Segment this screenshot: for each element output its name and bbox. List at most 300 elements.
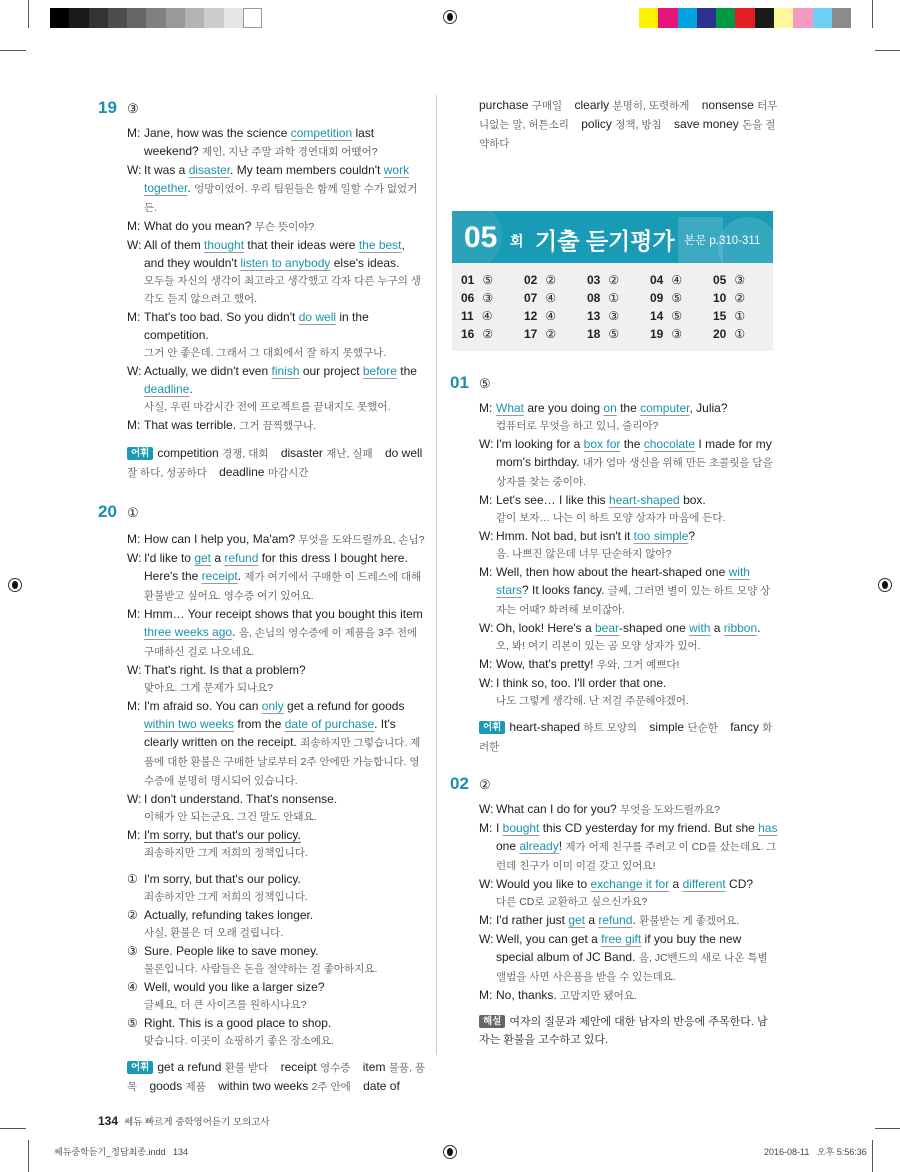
text-segment: I'm sorry, but that's our policy. bbox=[144, 872, 301, 886]
registration-mark-icon bbox=[8, 578, 22, 592]
color-swatch bbox=[89, 8, 108, 28]
speaker-label: M: bbox=[127, 532, 141, 546]
speaker-label: W: bbox=[479, 802, 494, 816]
slug-filename: 쎄듀중학듣기_정답최종.indd 134 bbox=[54, 1147, 188, 1157]
crop-mark bbox=[0, 1128, 26, 1129]
line-text bbox=[496, 527, 778, 563]
text-segment: the bbox=[620, 437, 644, 451]
korean-translation: 같이 보자… 나는 이 하트 모양 상자가 마음에 든다. bbox=[496, 512, 726, 524]
underlined-phrase: heart-shaped bbox=[609, 493, 680, 507]
question-01-header bbox=[450, 373, 778, 393]
answer-choice: ② bbox=[545, 327, 557, 341]
page-reference: 본문 p.310-311 bbox=[684, 235, 761, 247]
text-segment: . bbox=[232, 625, 236, 639]
korean-translation: 고맙지만 됐어요. bbox=[560, 990, 637, 1002]
answer-number: 10 bbox=[713, 291, 727, 305]
speaker-label: W: bbox=[127, 792, 142, 806]
answer-choice: ④ bbox=[481, 309, 493, 323]
vocabulary-meaning: 제품 bbox=[185, 1081, 206, 1093]
korean-translation: 글쎄, 그러면 별이 있는 하트 모양 상자는 어때? 화려해 보이잖아. bbox=[496, 585, 771, 616]
color-swatch bbox=[204, 8, 223, 28]
speaker-label: ⑤ bbox=[127, 1016, 138, 1030]
answer-choice: ③ bbox=[671, 327, 683, 341]
answer-choice: ② bbox=[608, 273, 620, 287]
answer-choice: ⑤ bbox=[482, 273, 494, 287]
text-segment: That was terrible. bbox=[144, 418, 237, 432]
answer-number: 15 bbox=[713, 309, 727, 323]
registration-mark-icon bbox=[443, 1145, 457, 1159]
text-segment: if you buy the new special album of JC Band. bbox=[496, 932, 742, 964]
korean-translation: 무엇을 도와드릴까요? bbox=[620, 804, 721, 816]
answer-choice: ② bbox=[734, 291, 746, 305]
korean-translation: 음, 손님의 영수증에 이 제품을 3주 전에 구매하신 걸로 나오네요. bbox=[144, 627, 418, 658]
color-swatch bbox=[678, 8, 697, 28]
speaker-label: W: bbox=[479, 877, 494, 891]
line-text bbox=[144, 870, 428, 906]
color-swatch bbox=[813, 8, 832, 28]
line-text bbox=[144, 826, 428, 862]
underlined-phrase: refund bbox=[224, 551, 259, 565]
text-segment: for this dress I bought here. Here's the bbox=[144, 551, 408, 583]
korean-translation: 내가 엄마 생신을 위해 만든 초콜릿을 담을 상자를 찾는 중이야. bbox=[496, 457, 773, 488]
color-swatch bbox=[639, 8, 658, 28]
text-segment: I don't understand. That's nonsense. bbox=[144, 792, 338, 806]
question-number: 19 bbox=[98, 98, 117, 117]
line-text bbox=[144, 978, 428, 1014]
answer-cell bbox=[650, 273, 682, 287]
question-20-options bbox=[127, 870, 428, 1050]
color-swatch bbox=[127, 8, 146, 28]
vocabulary-item bbox=[649, 720, 717, 734]
text-segment: That's too bad. So you didn't bbox=[144, 310, 299, 324]
underlined-phrase: computer bbox=[640, 401, 690, 415]
crop-mark bbox=[872, 1140, 873, 1172]
underlined-phrase: bought bbox=[502, 821, 540, 835]
answer-number: 03 bbox=[587, 273, 601, 287]
line-text bbox=[144, 416, 428, 435]
answer-cell bbox=[461, 273, 493, 287]
answer-cell bbox=[587, 273, 619, 287]
korean-translation: 이해가 안 되는군요. 그건 말도 안돼요. bbox=[144, 811, 317, 823]
text-segment: . bbox=[632, 913, 636, 927]
line-text bbox=[496, 674, 778, 710]
vocabulary-item bbox=[509, 720, 637, 734]
color-swatch bbox=[108, 8, 127, 28]
korean-translation: 그거 끔찍했구나. bbox=[239, 420, 317, 432]
line-text bbox=[144, 549, 428, 605]
korean-translation: 오, 봐! 여기 리본이 있는 곰 모양 상자가 있어. bbox=[496, 640, 701, 652]
korean-translation: 사실, 환불은 더 오래 걸립니다. bbox=[144, 927, 284, 939]
vocabulary-badge: 어휘 bbox=[127, 447, 153, 460]
answer-choice: ① bbox=[734, 309, 746, 323]
vocabulary-item bbox=[581, 117, 661, 131]
crop-mark bbox=[875, 50, 900, 51]
page-number: 134 bbox=[98, 1114, 119, 1128]
vocabulary-meaning: 단순한 bbox=[687, 722, 718, 734]
text-segment: No, thanks. bbox=[496, 988, 557, 1002]
question-answer: ⑤ bbox=[479, 376, 491, 391]
line-text bbox=[144, 697, 428, 790]
vocabulary-word: receipt bbox=[280, 1060, 317, 1074]
korean-translation: 사실, 우린 마감시간 전에 프로젝트를 끝내지도 못했어. bbox=[144, 401, 391, 413]
crop-mark bbox=[28, 0, 29, 28]
text-segment: I'm afraid so. You can bbox=[144, 699, 262, 713]
text-segment: a bbox=[211, 551, 225, 565]
answer-number: 16 bbox=[461, 327, 475, 341]
color-swatch bbox=[716, 8, 735, 28]
underlined-phrase: before bbox=[362, 364, 397, 378]
text-segment: . My team members couldn't bbox=[230, 163, 384, 177]
speaker-label: ② bbox=[127, 908, 138, 922]
vocabulary-meaning: 물품, 품목 bbox=[127, 1062, 426, 1093]
text-segment: Actually, we didn't even bbox=[144, 364, 272, 378]
line-text bbox=[144, 790, 428, 826]
text-segment: Sure. People like to save money. bbox=[144, 944, 319, 958]
answer-choice: ③ bbox=[608, 309, 620, 323]
text-segment: , Julia? bbox=[689, 401, 728, 415]
underlined-phrase: with stars bbox=[496, 565, 750, 597]
dialogue-line bbox=[127, 906, 428, 942]
dialogue-line bbox=[127, 790, 428, 826]
question-answer: ② bbox=[479, 777, 491, 792]
korean-translation: 죄송하지만 그게 저희의 정책입니다. bbox=[144, 847, 308, 859]
question-01-dialogue bbox=[479, 399, 778, 710]
answer-choice: ④ bbox=[671, 273, 683, 287]
underlined-phrase: listen to anybody bbox=[240, 256, 331, 270]
line-text bbox=[144, 217, 428, 236]
dialogue-line bbox=[127, 697, 428, 790]
underlined-phrase: three weeks ago bbox=[144, 625, 233, 639]
answer-number: 01 bbox=[461, 273, 475, 287]
dialogue-line bbox=[127, 942, 428, 978]
dialogue-line bbox=[127, 661, 428, 697]
speaker-label: M: bbox=[127, 418, 141, 432]
question-number: 02 bbox=[450, 774, 469, 793]
vocabulary-word: simple bbox=[649, 720, 685, 734]
underlined-phrase: deadline bbox=[144, 382, 190, 396]
color-swatch bbox=[224, 8, 243, 28]
korean-translation: 우와, 그거 예쁘다! bbox=[596, 659, 680, 671]
underlined-phrase: competition bbox=[290, 126, 353, 140]
speaker-label: ④ bbox=[127, 980, 138, 994]
answer-cell bbox=[524, 309, 556, 323]
answer-cell bbox=[587, 291, 619, 305]
speaker-label: W: bbox=[127, 238, 142, 252]
answer-number: 11 bbox=[461, 309, 474, 323]
vocabulary-item bbox=[479, 98, 562, 112]
speaker-label: M: bbox=[479, 401, 493, 415]
left-column bbox=[98, 98, 428, 1128]
speaker-label: W: bbox=[479, 529, 494, 543]
line-text bbox=[496, 911, 778, 930]
dialogue-line bbox=[479, 986, 778, 1005]
speaker-label: W: bbox=[479, 621, 494, 635]
vocabulary-word: within two weeks bbox=[218, 1079, 309, 1093]
underlined-phrase: chocolate bbox=[643, 437, 696, 451]
answer-cell bbox=[650, 291, 682, 305]
line-text bbox=[496, 619, 778, 655]
korean-translation: 음. 나쁘진 않은데 너무 단순하지 않아? bbox=[496, 548, 672, 560]
color-swatch bbox=[146, 8, 165, 28]
dialogue-line bbox=[479, 930, 778, 986]
banner-title: 기출 듣기평가 bbox=[535, 228, 675, 254]
vocabulary-word: fancy bbox=[730, 720, 759, 734]
vocabulary-badge: 어휘 bbox=[127, 1061, 153, 1074]
text-segment: Hmm… Your receipt shows that you bought this item bbox=[144, 607, 423, 621]
line-text bbox=[144, 1014, 428, 1050]
speaker-label: M: bbox=[127, 607, 141, 621]
dialogue-line bbox=[127, 217, 428, 236]
vocabulary-meaning: 구매일 bbox=[531, 100, 563, 112]
vocabulary-item bbox=[157, 1060, 268, 1074]
line-text bbox=[496, 930, 778, 986]
vocabulary-item bbox=[150, 1079, 206, 1093]
line-text bbox=[144, 308, 428, 362]
dialogue-line bbox=[479, 655, 778, 674]
line-text bbox=[144, 661, 428, 697]
text-segment: ! bbox=[558, 839, 563, 853]
text-segment: a bbox=[710, 621, 724, 635]
dialogue-line bbox=[479, 435, 778, 491]
question-20-vocabulary-continued bbox=[479, 96, 778, 153]
vocabulary-meaning: 돈을 절약하다 bbox=[479, 119, 776, 150]
dialogue-line bbox=[127, 978, 428, 1014]
answer-cell bbox=[713, 327, 745, 341]
text-segment: our project bbox=[299, 364, 363, 378]
line-text bbox=[144, 942, 428, 978]
dialogue-line bbox=[127, 124, 428, 161]
color-swatch bbox=[50, 8, 69, 28]
text-segment: Right. This is a good place to shop. bbox=[144, 1016, 332, 1030]
line-text bbox=[144, 362, 428, 416]
answer-choice: ④ bbox=[545, 309, 557, 323]
underlined-phrase: on bbox=[603, 401, 617, 415]
speaker-label: M: bbox=[127, 219, 141, 233]
text-segment: . bbox=[237, 569, 242, 583]
text-segment: this CD yesterday for my friend. But she bbox=[539, 821, 759, 835]
answer-number: 19 bbox=[650, 327, 664, 341]
vocabulary-word: get a refund bbox=[157, 1060, 222, 1074]
underlined-phrase: work together bbox=[144, 163, 410, 195]
answer-number: 04 bbox=[650, 273, 664, 287]
text-segment: What do you mean? bbox=[144, 219, 252, 233]
speaker-label: W: bbox=[479, 437, 494, 451]
speaker-label: W: bbox=[127, 163, 142, 177]
vocabulary-meaning: 경쟁, 대회 bbox=[222, 448, 269, 460]
answer-choice: ① bbox=[608, 291, 620, 305]
vocabulary-meaning: 터무니없는 말, 허튼소리 bbox=[479, 100, 778, 131]
text-segment: get a refund for goods bbox=[283, 699, 405, 713]
dialogue-line bbox=[479, 911, 778, 930]
korean-translation: 무슨 뜻이야? bbox=[254, 221, 315, 233]
dialogue-line bbox=[127, 870, 428, 906]
text-segment: All of them bbox=[144, 238, 205, 252]
dialogue-line bbox=[127, 416, 428, 435]
korean-translation: 물론입니다. 사람들은 돈을 절약하는 걸 좋아하지요. bbox=[144, 963, 378, 975]
vocabulary-meaning: 하트 모양의 bbox=[583, 722, 638, 734]
vocabulary-word: competition bbox=[157, 446, 219, 460]
underlined-phrase: within two weeks bbox=[144, 717, 235, 731]
dialogue-line bbox=[479, 875, 778, 911]
color-swatch bbox=[793, 8, 812, 28]
text-segment: Wow, that's pretty! bbox=[496, 657, 594, 671]
underlined-phrase: get bbox=[568, 913, 586, 927]
underlined-phrase: has bbox=[758, 821, 778, 835]
dialogue-line bbox=[127, 605, 428, 661]
vocabulary-word: goods bbox=[149, 1079, 183, 1093]
answer-key-banner bbox=[452, 211, 773, 263]
text-segment: I'd like to bbox=[144, 551, 195, 565]
text-segment: . It's clearly written on the receipt. bbox=[144, 717, 396, 749]
vocabulary-word: heart-shaped bbox=[509, 720, 581, 734]
answer-number: 18 bbox=[587, 327, 601, 341]
line-text bbox=[144, 124, 428, 161]
answer-number: 17 bbox=[524, 327, 538, 341]
speaker-label: M: bbox=[127, 126, 141, 140]
color-swatch bbox=[166, 8, 185, 28]
vocabulary-item bbox=[281, 446, 373, 460]
answer-number: 12 bbox=[524, 309, 538, 323]
underlined-phrase: disaster bbox=[188, 163, 231, 177]
text-segment: I'd rather just bbox=[496, 913, 569, 927]
answer-number: 09 bbox=[650, 291, 664, 305]
korean-translation: 모두들 자신의 생각이 최고라고 생각했고 각자 다른 누구의 생각도 듣지 않으려고 했어. bbox=[144, 275, 421, 305]
text-segment: the bbox=[616, 401, 641, 415]
dialogue-line bbox=[479, 819, 778, 875]
underlined-phrase: only bbox=[261, 699, 284, 713]
vocabulary-word: clearly bbox=[574, 98, 610, 112]
answer-cell bbox=[524, 273, 556, 287]
column-divider bbox=[436, 95, 437, 1055]
korean-translation: 다른 CD로 교환하고 싶으신가요? bbox=[496, 896, 648, 908]
underlined-phrase: different bbox=[682, 877, 726, 891]
text-segment: Would you like to bbox=[496, 877, 591, 891]
text-segment: -shaped one bbox=[619, 621, 690, 635]
text-segment: I bbox=[496, 821, 503, 835]
explanation-text: 여자의 질문과 제안에 대한 남자의 반응에 주목한다. 남자는 환불을 고수하고 있다. bbox=[479, 1016, 768, 1046]
answer-number: 06 bbox=[461, 291, 475, 305]
line-text bbox=[496, 819, 778, 875]
round-suffix: 회 bbox=[510, 233, 524, 249]
question-19-header bbox=[98, 98, 428, 118]
underlined-phrase: too simple bbox=[633, 529, 689, 543]
answer-choice: ③ bbox=[482, 291, 494, 305]
korean-translation: 죄송하지만 그게 저희의 정책입니다. bbox=[144, 891, 308, 903]
line-text bbox=[496, 563, 778, 619]
color-swatch bbox=[658, 8, 677, 28]
korean-translation: 제인, 지난 주말 과학 경연대회 어땠어? bbox=[202, 146, 378, 158]
speaker-label: M: bbox=[127, 828, 141, 842]
vocabulary-word: item bbox=[362, 1060, 386, 1074]
color-swatch bbox=[697, 8, 716, 28]
text-segment: the bbox=[396, 364, 417, 378]
text-segment: Let's see… I like this bbox=[496, 493, 610, 507]
text-segment: . bbox=[757, 621, 761, 635]
korean-translation: 엉망이었어. 우리 팀원들은 함께 일할 수가 없었거든. bbox=[144, 183, 418, 214]
vocabulary-item bbox=[281, 1060, 351, 1074]
crop-mark bbox=[875, 1128, 900, 1129]
line-text bbox=[144, 605, 428, 661]
dialogue-line bbox=[479, 399, 778, 435]
vocabulary-word: save money bbox=[674, 117, 739, 131]
text-segment: Hmm. Not bad, but isn't it bbox=[496, 529, 634, 543]
text-segment: that their ideas were bbox=[244, 238, 359, 252]
vocabulary-meaning: 환불 받다 bbox=[224, 1062, 269, 1074]
text-segment: How can I help you, Ma'am? bbox=[144, 532, 296, 546]
answer-cell bbox=[650, 327, 682, 341]
answer-choice: ⑤ bbox=[671, 309, 683, 323]
crop-mark bbox=[28, 1140, 29, 1172]
vocabulary-meaning: 영수증 bbox=[319, 1062, 351, 1074]
korean-translation: 환불받는 게 좋겠어요. bbox=[639, 915, 740, 927]
underlined-phrase: exchange it for bbox=[590, 877, 670, 891]
text-segment: Actually, refunding takes longer. bbox=[144, 908, 314, 922]
answer-cell bbox=[461, 291, 493, 305]
answer-cell bbox=[461, 309, 492, 323]
speaker-label: W: bbox=[127, 551, 142, 565]
cmyk-color-bar bbox=[639, 8, 851, 28]
dialogue-line bbox=[479, 800, 778, 819]
text-segment: a bbox=[669, 877, 683, 891]
text-segment: I think so, too. I'll order that one. bbox=[496, 676, 667, 690]
question-20-vocabulary bbox=[127, 1058, 428, 1096]
answer-cell bbox=[587, 327, 619, 341]
dialogue-line bbox=[127, 362, 428, 416]
dialogue-line bbox=[127, 530, 428, 549]
answer-number: 14 bbox=[650, 309, 664, 323]
underlined-phrase: What bbox=[496, 401, 525, 415]
registration-mark-icon bbox=[443, 10, 457, 24]
answer-choice: ③ bbox=[734, 273, 746, 287]
question-answer: ① bbox=[127, 505, 139, 520]
speaker-label: M: bbox=[127, 699, 141, 713]
text-segment: one bbox=[496, 839, 520, 853]
answer-number: 07 bbox=[524, 291, 538, 305]
speaker-label: M: bbox=[479, 657, 493, 671]
dialogue-line bbox=[479, 619, 778, 655]
crop-mark bbox=[872, 0, 873, 28]
slug-timestamp: 2016-08-11 오후 5:56:36 bbox=[764, 1147, 867, 1157]
dialogue-line bbox=[479, 491, 778, 527]
dialogue-line bbox=[127, 308, 428, 362]
text-segment: Jane, how was the science bbox=[144, 126, 291, 140]
vocabulary-meaning: 정책, 방침 bbox=[615, 119, 662, 131]
korean-translation: 그거 안 좋은데. 그래서 그 대회에서 잘 하지 못했구나. bbox=[144, 347, 387, 359]
text-segment: a bbox=[585, 913, 599, 927]
answer-cell bbox=[524, 291, 556, 305]
question-answer: ③ bbox=[127, 101, 139, 116]
underlined-phrase: finish bbox=[271, 364, 300, 378]
dialogue-line bbox=[127, 826, 428, 862]
question-02-header bbox=[450, 774, 778, 794]
speaker-label: M: bbox=[479, 493, 493, 507]
underlined-phrase: get bbox=[194, 551, 212, 565]
question-number: 01 bbox=[450, 373, 469, 392]
line-text bbox=[496, 986, 778, 1005]
underlined-phrase: refund bbox=[598, 913, 633, 927]
text-segment: CD? bbox=[725, 877, 754, 891]
question-number: 20 bbox=[98, 502, 117, 521]
korean-translation: 맞아요. 그게 문제가 되나요? bbox=[144, 682, 274, 694]
answer-key-table bbox=[452, 263, 773, 351]
text-segment: , and they wouldn't bbox=[144, 238, 405, 270]
speaker-label: M: bbox=[127, 310, 141, 324]
vocabulary-word: disaster bbox=[280, 446, 323, 460]
speaker-label: W: bbox=[127, 364, 142, 378]
vocabulary-word: do well bbox=[384, 446, 423, 460]
line-text bbox=[496, 491, 778, 527]
vocabulary-word: deadline bbox=[219, 465, 265, 479]
